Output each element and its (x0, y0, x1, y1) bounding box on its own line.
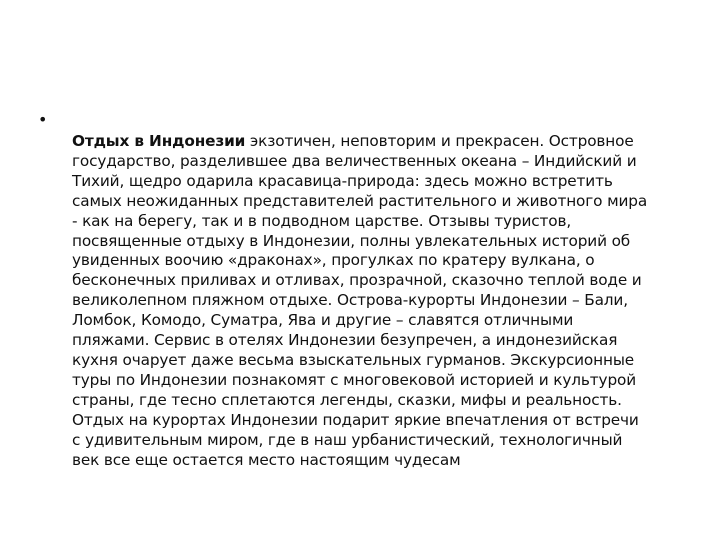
bullet-marker: • (38, 110, 48, 129)
paragraph-line: с удивительным миром, где в наш урбанистический, технологичный (72, 430, 623, 449)
paragraph-line: туры по Индонезии познакомят с многовековой историей и культурой (72, 370, 637, 389)
paragraph-line: самых неожиданных представителей растительного и животного мира (72, 191, 648, 210)
paragraph-line: Ломбок, Комодо, Суматра, Ява и другие – славятся отличными (72, 311, 574, 330)
paragraph-line (72, 132, 688, 152)
paragraph-line: бесконечных приливах и отливах, прозрачной, сказочно теплой воде и (72, 271, 642, 290)
paragraph-line: страны, где тесно сплетаются легенды, сказки, мифы и реальность. (72, 390, 622, 409)
paragraph-line: посвященные отдыху в Индонезии, полны увлекательных историй об (72, 231, 631, 250)
paragraph-line: пляжами. Сервис в отелях Индонезии безупречен, а индонезийская (72, 331, 618, 350)
paragraph-line: государство, разделившее два величественных океана – Индийский и (72, 151, 637, 170)
paragraph-line: кухня очарует даже весьма взыскательных гурманов. Экскурсионные (72, 350, 635, 369)
paragraph-line: век все еще остается место настоящим чудесам (72, 450, 461, 469)
lead-phrase: Отдых в Индонезии (72, 132, 246, 150)
paragraph-line-text: экзотичен, неповторим и прекрасен. Островное (245, 132, 634, 150)
body-paragraph (72, 132, 688, 470)
paragraph-line: Отдых на курортах Индонезии подарит яркие впечатления от встречи (72, 410, 639, 429)
paragraph-line: Тихий, щедро одарила красавица-природа: здесь можно встретить (72, 171, 613, 190)
paragraph-line: - как на берегу, так и в подводном царстве. Отзывы туристов, (72, 211, 572, 230)
paragraph-line: увиденных воочию «драконах», прогулках по кратеру вулкана, о (72, 251, 595, 270)
paragraph-line: великолепном пляжном отдыхе. Острова-курорты Индонезии – Бали, (72, 291, 628, 310)
